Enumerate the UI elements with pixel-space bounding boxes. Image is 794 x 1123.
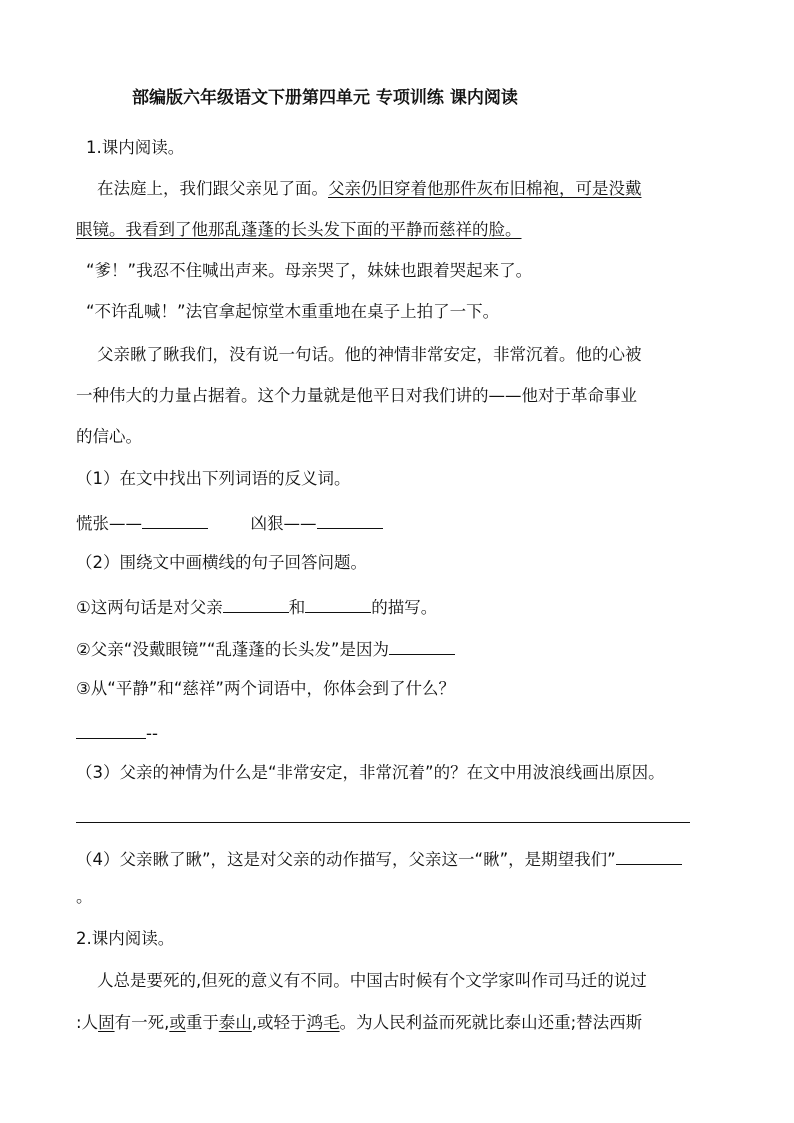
answer-blank[interactable] <box>305 594 371 613</box>
question-1-answers <box>76 510 383 535</box>
passage-paragraph-4-line3: 的信心。 <box>76 427 142 446</box>
passage-text: ,或轻于 <box>251 1013 307 1032</box>
question-text: （4）父亲瞅了瞅”，这是对父亲的动作描写，父亲这一“瞅”，是期望我们” <box>76 850 616 869</box>
question-2-part-3: ③从“平静”和“慈祥”两个词语中，你体会到了什么？ <box>76 679 455 698</box>
answer-blank[interactable] <box>76 720 146 739</box>
passage-text: 。为人民利益而死就比泰山还重;替法西斯 <box>339 1013 643 1032</box>
underlined-word: 泰山 <box>218 1013 252 1032</box>
question-text: ①这两句话是对父亲 <box>76 598 223 617</box>
question-text: -- <box>146 724 158 743</box>
question-4-end: 。 <box>76 887 93 906</box>
question-text: 和 <box>288 598 306 617</box>
answer-line[interactable] <box>76 822 690 823</box>
answer-blank[interactable] <box>317 510 383 529</box>
passage-text: 有一死, <box>114 1013 170 1032</box>
passage-paragraph-1 <box>97 178 642 200</box>
passage-paragraph-4: 父亲瞅了瞅我们，没有说一句话。他的神情非常安定，非常沉着。他的心被 <box>97 345 642 364</box>
underlined-sentence: 父亲仍旧穿着他那件灰布旧棉袍，可是没戴 <box>328 179 642 198</box>
question-3: （3）父亲的神情为什么是“非常安定，非常沉着”的？在文中用波浪线画出原因。 <box>76 763 665 782</box>
question-2-part-2 <box>76 636 455 661</box>
answer-blank[interactable] <box>616 846 682 865</box>
question-2: （2）围绕文中画横线的句子回答问题。 <box>76 553 367 572</box>
question-text: ②父亲“没戴眼镜”“乱蓬蓬的长头发”是因为 <box>76 640 389 659</box>
underlined-sentence: 眼镜。我看到了他那乱蓬蓬的长头发下面的平静而慈祥的脸。 <box>76 220 522 239</box>
question-text: 的描写。 <box>371 598 438 617</box>
passage-paragraph-1-cont <box>76 219 522 241</box>
underlined-word: 或 <box>169 1013 186 1032</box>
section1-heading: 1.课内阅读。 <box>86 138 185 157</box>
section2-heading: 2.课内阅读。 <box>76 929 175 948</box>
word-label: 慌张—— <box>76 514 142 533</box>
underlined-word: 固 <box>98 1013 115 1032</box>
question-4 <box>76 846 682 871</box>
answer-blank[interactable] <box>142 510 208 529</box>
section2-paragraph-1: 人总是要死的,但死的意义有不同。中国古时候有个文学家叫作司马迁的说过 <box>97 971 647 990</box>
underlined-word: 鸿毛 <box>306 1013 340 1032</box>
passage-paragraph-3: “不许乱喊！”法官拿起惊堂木重重地在桌子上拍了一下。 <box>86 302 500 321</box>
passage-text: 重于 <box>185 1013 219 1032</box>
question-1: （1）在文中找出下列词语的反义词。 <box>76 469 351 488</box>
passage-paragraph-4-line2: 一种伟大的力量占据着。这个力量就是他平日对我们讲的——他对于革命事业 <box>76 386 637 405</box>
passage-text: 在法庭上，我们跟父亲见了面。 <box>97 179 328 198</box>
answer-blank[interactable] <box>389 636 455 655</box>
section2-paragraph-1-line2 <box>76 1012 642 1034</box>
passage-paragraph-2: “爹！”我忍不住喊出声来。母亲哭了，妹妹也跟着哭起来了。 <box>86 261 533 280</box>
word-label: 凶狠—— <box>250 514 317 533</box>
answer-blank[interactable] <box>223 594 289 613</box>
page-title: 部编版六年级语文下册第四单元 专项训练 课内阅读 <box>132 88 518 108</box>
question-2-part-1 <box>76 594 437 619</box>
question-2-part-3-answer <box>76 720 158 745</box>
passage-text: :人 <box>76 1013 99 1032</box>
